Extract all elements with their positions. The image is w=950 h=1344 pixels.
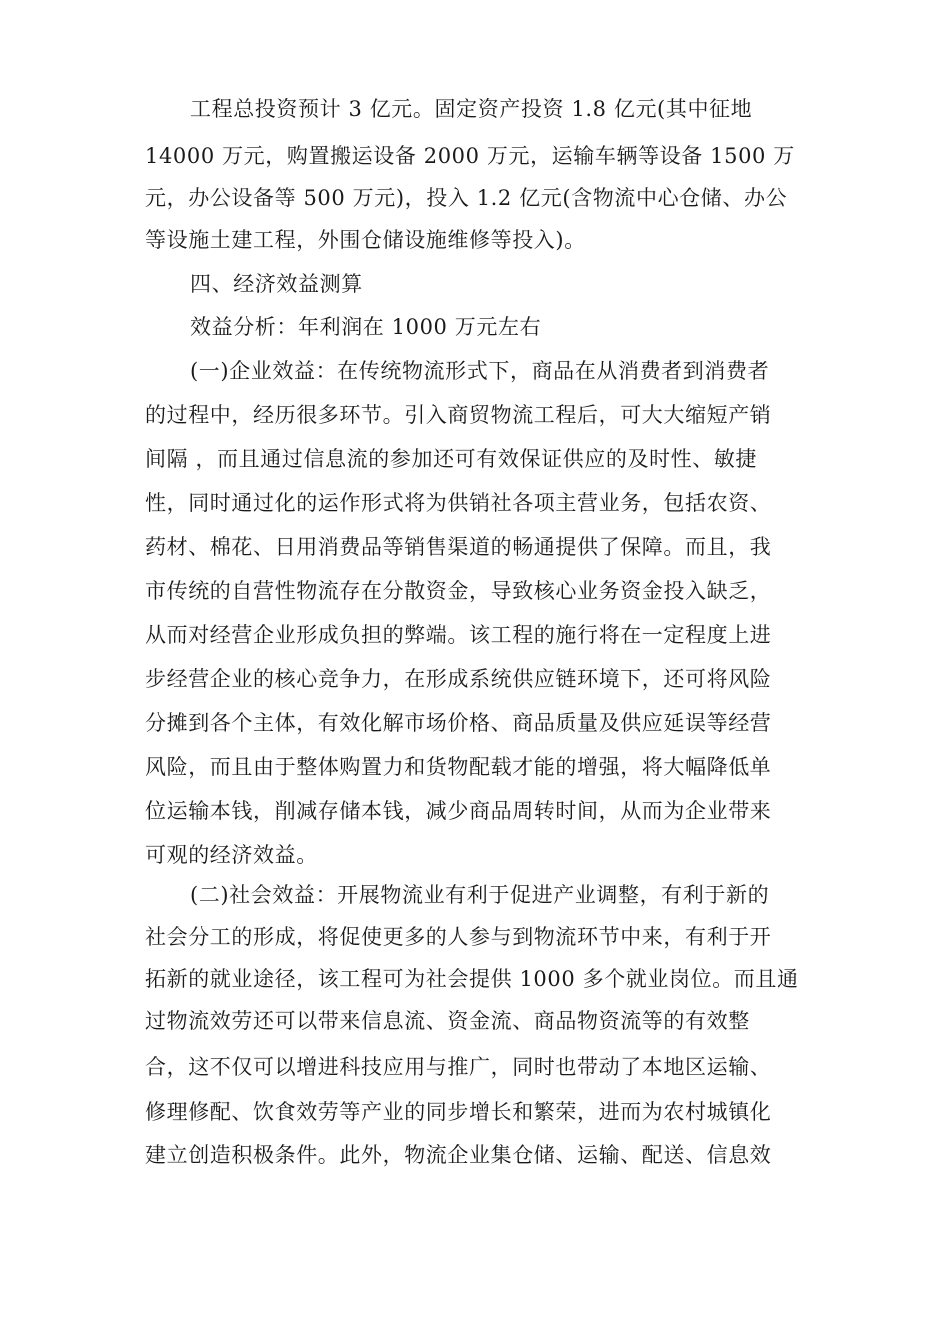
paragraph-line: 分摊到各个主体，有效化解市场价格、商品质量及供应延误等经营 [145, 711, 772, 735]
paragraph-line: 风险，而且由于整体购置力和货物配载才能的增强，将大幅降低单 [145, 755, 772, 779]
paragraph-line: 步经营企业的核心竞争力，在形成系统供应链环境下，还可将风险 [145, 667, 772, 691]
paragraph-line: 元，办公设备等 500 万元)，投入 1.2 亿元(含物流中心仓储、办公 [145, 186, 788, 210]
paragraph-line: (一)企业效益：在传统物流形式下，商品在从消费者到消费者 [190, 359, 770, 383]
paragraph-line: 可观的经济效益。 [145, 843, 318, 867]
paragraph-line: 过物流效劳还可以带来信息流、资金流、商品物资流等的有效整 [145, 1009, 750, 1033]
paragraph-line: 建立创造积极条件。此外，物流企业集仓储、运输、配送、信息效 [145, 1143, 772, 1167]
paragraph-line: 性，同时通过化的运作形式将为供销社各项主营业务，包括农资、 [145, 491, 772, 515]
paragraph-line: 间隔 ，而且通过信息流的参加还可有效保证供应的及时性、敏捷 [145, 447, 758, 471]
section-heading: 四、经济效益测算 [190, 272, 363, 296]
paragraph-line: 拓新的就业途径，该工程可为社会提供 1000 多个就业岗位。而且通 [145, 967, 799, 991]
paragraph-line: 从而对经营企业形成负担的弊端。该工程的施行将在一定程度上进 [145, 623, 772, 647]
paragraph-line: (二)社会效益：开展物流业有利于促进产业调整，有利于新的 [190, 883, 770, 907]
paragraph-line: 市传统的自营性物流存在分散资金，导致核心业务资金投入缺乏， [145, 579, 772, 603]
paragraph-line: 修理修配、饮食效劳等产业的同步增长和繁荣，进而为农村城镇化 [145, 1100, 772, 1124]
paragraph-line: 位运输本钱，削减存储本钱，减少商品周转时间，从而为企业带来 [145, 799, 772, 823]
paragraph-line: 社会分工的形成，将促使更多的人参与到物流环节中来，有利于开 [145, 925, 772, 949]
paragraph-line: 合，这不仅可以增进科技应用与推广，同时也带动了本地区运输、 [145, 1055, 772, 1079]
paragraph-line: 的过程中，经历很多环节。引入商贸物流工程后，可大大缩短产销 [145, 403, 772, 427]
paragraph-line: 药材、棉花、日用消费品等销售渠道的畅通提供了保障。而且，我 [145, 535, 772, 559]
paragraph-line: 工程总投资预计 3 亿元。固定资产投资 1.8 亿元(其中征地 [190, 97, 753, 121]
paragraph-line: 14000 万元，购置搬运设备 2000 万元，运输车辆等设备 1500 万 [145, 144, 795, 168]
paragraph-line: 等设施土建工程，外围仓储设施维修等投入)。 [145, 228, 586, 252]
paragraph-line: 效益分析：年利润在 1000 万元左右 [190, 315, 542, 339]
